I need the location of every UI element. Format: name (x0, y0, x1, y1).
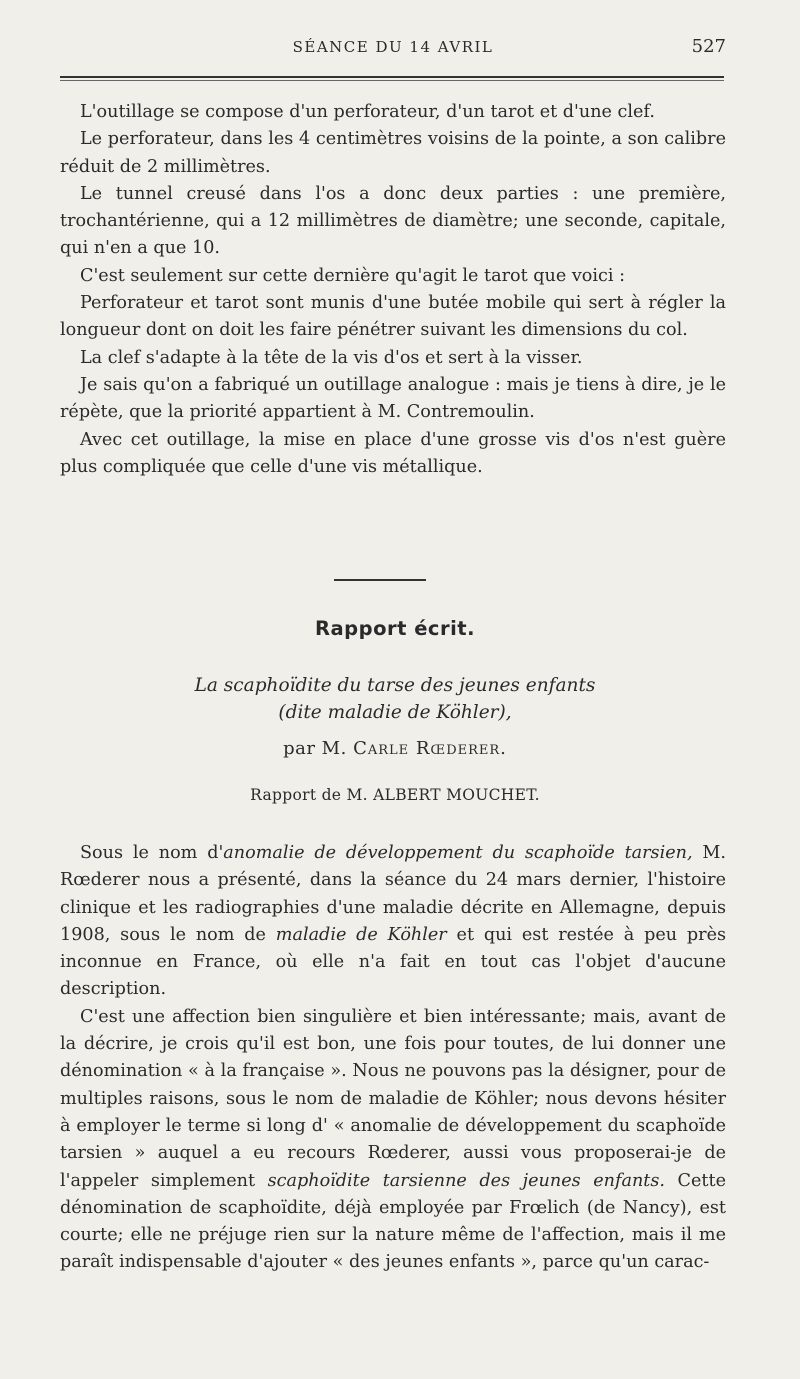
article-title-line-1: La scaphoïdite du tarse des jeunes enfants (194, 675, 596, 696)
article-title (0, 672, 790, 726)
author-line (0, 738, 790, 759)
section-heading: Rapport écrit. (314, 617, 476, 640)
paragraph: Avec cet outillage, la mise en place d'une grosse vis d'os n'est guère plus compliquée que celle d'une vis métallique. (60, 429, 726, 477)
author-name: Carle Rœderer. (353, 738, 507, 759)
paragraph: C'est seulement sur cette dernière qu'agit le tarot que voici : (80, 265, 626, 286)
italic-term: scaphoïdite tarsienne des jeunes enfants. (267, 1170, 665, 1191)
running-title: SÉANCE DU 14 AVRIL (292, 38, 494, 56)
text-run: Sous le nom d' (80, 843, 224, 863)
section-divider (334, 579, 426, 581)
italic-term: anomalie de développement du scaphoïde tarsien, (223, 843, 693, 863)
paragraph: Je sais qu'on a fabriqué un outillage analogue : mais je tiens à dire, je le répète, que la priorité appartient à M. Contremoulin. (60, 374, 726, 423)
page-number: 527 (691, 36, 726, 57)
paragraph: La clef s'adapte à la tête de la vis d'os et sert à la visser. (80, 347, 583, 368)
paragraph: Le tunnel creusé dans l'os a donc deux parties : une première, trochantérienne, qui a 12 millimètres de diamètre; une seconde, capitale, qui n'en a que 10. (60, 183, 726, 259)
section-report-body (60, 840, 726, 1277)
italic-term: maladie de Köhler (275, 924, 447, 945)
header-rule (60, 76, 724, 78)
section-outillage (60, 99, 726, 481)
paragraph: Perforateur et tarot sont munis d'une butée mobile qui sert à régler la longueur dont on doit les faire pénétrer suivant les dimensions du col. (60, 293, 726, 341)
text-run: et qui est restée à peu près inconnue en France, où elle n'a fait en tout cas l'objet d'aucune description. (60, 924, 727, 1000)
paragraph: Le perforateur, dans les 4 centimètres voisins de la pointe, a son calibre réduit de 2 millimètres. (60, 129, 726, 177)
header-rule-thin (60, 80, 724, 81)
text-run: Cette dénomination de scaphoïdite, déjà employée par Frœlich (de Nancy), est courte; elle ne préjuge rien sur la nature même de l'affection, mais il me paraît indispensable d'ajouter « des jeunes enfants », parce qu'un carac- (60, 1170, 726, 1273)
author-prefix: par M. (283, 738, 347, 759)
running-head (60, 36, 726, 60)
text-run: M. Rœderer nous a présenté, dans la séance du 24 mars dernier, l'histoire clinique et les radiographies d'une maladie décrite en Allemagne, depuis 1908, sous le nom de (60, 843, 727, 945)
paragraph (60, 1004, 726, 1277)
paragraph (60, 840, 726, 1004)
text-run: C'est une affection bien singulière et bien intéressante; mais, avant de la décrire, je crois qu'il est bon, une fois pour toutes, de lui donner une dénomination « à la française ». Nous ne pouvons pas la désigner, pour de multiples raisons, sous le nom de maladie de Köhler; nous devons hésiter à employer le terme si long d' « anomalie de développement du scaphoïde tarsien » auquel a eu recours Rœderer, aussi vous proposerai-je de l'appeler simplement (60, 1006, 726, 1191)
paragraph: L'outillage se compose d'un perforateur, d'un tarot et d'une clef. (80, 102, 655, 122)
article-title-line-2: (dite maladie de Köhler), (278, 702, 512, 723)
reporter-line: Rapport de M. ALBERT MOUCHET. (250, 786, 540, 804)
